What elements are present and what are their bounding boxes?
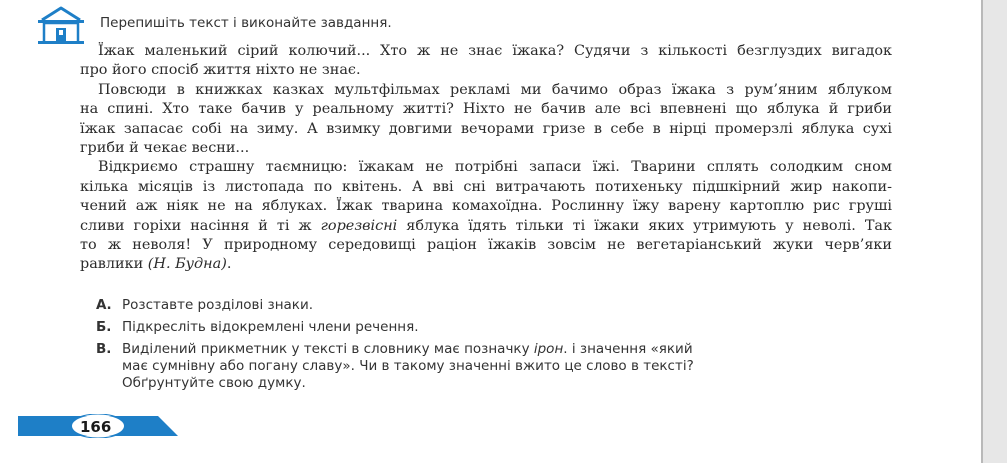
- task-text: Розставте розділові знаки.: [122, 297, 314, 313]
- text-line: про його спосіб життя ніхто не знає.: [80, 62, 361, 79]
- text-line: то ж неволя! У природному середовищі раціон їжаків зовсім не вегетаріанський жуки черв’яки: [80, 236, 892, 253]
- task-c: [88, 341, 788, 392]
- task-text-line: має сумнівну або погану славу». Чи в такому значенні вжито це слово в тексті?: [122, 358, 694, 374]
- text-line: кілька місяців із листопада по квітень. А вві сні витрачають потихеньку підшкірний жир накопи-: [80, 178, 892, 195]
- text-line-with-author: [80, 255, 892, 274]
- text-line: Повсюди в книжках казках мультфільмах рекламі ми бачимо образ їжака з рум’яним яблуком: [98, 81, 892, 98]
- dictionary-mark: ірон: [533, 341, 564, 357]
- text-line: їжак запасає собі на зиму. А взимку довгими вечорами гризе в себе в нірці промерзлі яблука сухі: [80, 120, 892, 137]
- text-fragment: .: [226, 256, 232, 273]
- text-line: Їжак маленький сірий колючий... Хто ж не знає їжака? Судячи з кількості безглуздих вигадок: [98, 43, 892, 59]
- exercise-text: [80, 42, 892, 275]
- text-fragment: . і значення «який: [563, 341, 693, 357]
- exercise-instruction: Перепишіть текст і виконайте завдання.: [100, 15, 392, 31]
- text-fragment: сливи горіхи насіння й ті ж: [80, 217, 321, 234]
- task-letter: В.: [96, 341, 112, 357]
- text-fragment: яблука їдять тільки ті їжаки яких утримують у неволі. Так: [397, 217, 892, 234]
- exercise-header: [38, 6, 938, 44]
- highlighted-adjective: горезвісні: [320, 217, 398, 234]
- text-line: на спині. Хто таке бачив у реальному житті? Ніхто не бачив але всі впевнені що яблука й гриби: [80, 101, 892, 118]
- task-text: Підкресліть відокремлені члени речення.: [122, 319, 419, 335]
- task-letter: А.: [96, 297, 112, 313]
- task-text-line: Обґрунтуйте свою думку.: [122, 375, 306, 391]
- text-line: Відкриємо страшну таємницю: їжакам не потрібні запаси їжі. Тварини сплять солодким сном: [98, 159, 892, 176]
- text-line: чений аж ніяк не на яблуках. Їжак тварина комахоїдна. Рослинну їжу варену картоплю рис груші: [80, 198, 892, 215]
- page-number: 166: [80, 418, 112, 436]
- task-a: [88, 297, 788, 314]
- task-letter: Б.: [96, 319, 112, 335]
- text-fragment: Виділений прикметник у тексті в словнику має позначку: [122, 341, 534, 357]
- text-line-with-highlight: [80, 217, 892, 236]
- task-list: [88, 297, 788, 397]
- house-icon: [38, 6, 84, 44]
- page-edge-strip: [981, 0, 1007, 463]
- task-b: [88, 319, 788, 336]
- text-line: гриби й чекає весни...: [80, 139, 250, 156]
- task-text-line: [122, 341, 788, 358]
- text-fragment: равлики: [80, 256, 148, 273]
- author-attribution: (Н. Будна): [147, 256, 227, 273]
